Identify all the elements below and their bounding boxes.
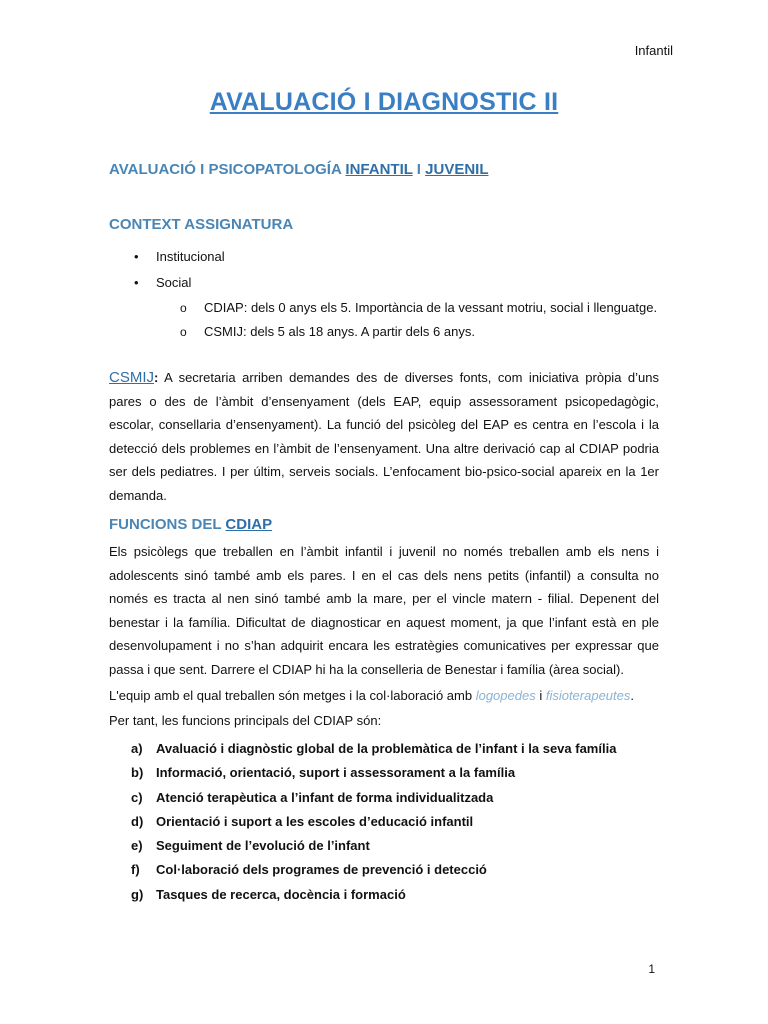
document-subtitle	[109, 161, 489, 178]
subtitle-link-juvenil[interactable]: JUVENIL	[425, 161, 489, 178]
funcions-list-item	[131, 858, 616, 882]
list-letter: g)	[131, 886, 144, 902]
funcions-list-item	[131, 810, 616, 834]
list-text: Seguiment de l’evolució de l’infant	[156, 838, 370, 854]
funcions-paragraph: Els psicòlegs que treballen en l’àmbit infantil i juvenil no només treballen amb els nens i adolescents sinó també amb els pares. I en el cas dels nens petits (infantil) a consulta no només es tracta al nen sinó també amb la mare, per el vincle matern - filial. Depenent del benestar i la família. Dificultat de diagnosticar en aquest moment, ja que l’infant està en ple desenvolupament i no s’han adquirit encara les estratègies comunicatives per expressar que passa i que sent. Darrere el CDIAP hi ha la conselleria de Benestar i família (àrea social).	[109, 544, 659, 677]
equip-conjunction: i	[535, 688, 546, 703]
list-text: Tasques de recerca, docència i formació	[156, 886, 406, 902]
fisioterapeutes-link[interactable]: fisioterapeutes	[545, 688, 631, 703]
list-text: Atenció terapèutica a l’infant de forma individualitzada	[156, 789, 494, 805]
funcions-list-item	[131, 883, 616, 907]
funcions-heading	[109, 516, 272, 533]
list-letter: d)	[131, 813, 144, 829]
context-item-institucional: • Institucional	[134, 244, 657, 270]
document-title: AVALUACIÓ I DIAGNOSTIC II	[209, 88, 559, 116]
context-item-label: Social	[156, 275, 192, 290]
funcions-intro: Per tant, les funcions principals del CDIAP són:	[109, 713, 382, 728]
page-header: Infantil	[634, 43, 673, 58]
funcions-list-item	[131, 834, 616, 858]
equip-period: .	[630, 688, 635, 703]
funcions-list-item	[131, 761, 616, 785]
csmij-link[interactable]: CSMIJ	[109, 369, 154, 386]
list-letter: c)	[131, 789, 143, 805]
list-text: Avaluació i diagnòstic global de la problemàtica de l’infant i la seva família	[156, 741, 617, 756]
funcions-heading-text: FUNCIONS DEL	[109, 516, 226, 533]
logopedes-link[interactable]: logopedes	[475, 688, 536, 703]
context-item-social	[134, 270, 657, 344]
list-letter: b)	[131, 765, 144, 781]
funcions-list	[131, 737, 616, 907]
list-text: Orientació i suport a les escoles d’educació infantil	[156, 813, 474, 829]
list-text: Informació, orientació, suport i assessorament a la família	[156, 765, 516, 781]
funcions-list-item	[131, 786, 616, 810]
subtitle-link-infantil[interactable]: INFANTIL	[345, 161, 413, 178]
csmij-text: A secretaria arriben demandes des de diverses fonts, com iniciativa pròpia d’uns pares o des de l’àmbit d’ensenyament (dels EAP, equip assessorament psicopedagògic, escolar, consellaria d’ensenyament). La funció del psicòleg del EAP es centra en l’escola i la detecció dels problemes en l’àmbit de l’ensenyament. Una altre derivació cap al CDIAP podria ser dels pediatres. I per últim, serveis socials. L’enfocament bio-psico-social apareix en la 1er demanda.	[109, 370, 659, 503]
subtitle-separator: I	[412, 161, 426, 178]
csmij-colon: :	[154, 370, 159, 385]
cdiap-link[interactable]: CDIAP	[225, 516, 273, 533]
subtitle-text: AVALUACIÓ I PSICOPATOLOGÍA	[109, 161, 346, 178]
equip-line	[109, 688, 634, 703]
list-text: Col·laboració dels programes de prevenció i detecció	[156, 862, 487, 878]
funcions-list-item	[131, 737, 616, 761]
list-letter: f)	[131, 862, 140, 878]
page-number: 1	[648, 962, 655, 976]
list-letter: a)	[131, 741, 143, 756]
list-letter: e)	[131, 838, 143, 854]
context-subitem-cdiap: o CDIAP: dels 0 anys els 5. Importància de la vessant motriu, social i llenguatge.	[180, 296, 657, 320]
context-list	[134, 244, 657, 344]
context-subitem-csmij: o CSMIJ: dels 5 als 18 anys. A partir dels 6 anys.	[180, 320, 657, 344]
context-heading: CONTEXT ASSIGNATURA	[109, 216, 294, 233]
context-sublist	[156, 296, 657, 344]
csmij-paragraph	[109, 366, 659, 507]
equip-text: L'equip amb el qual treballen són metges i la col·laboració amb	[109, 688, 476, 703]
